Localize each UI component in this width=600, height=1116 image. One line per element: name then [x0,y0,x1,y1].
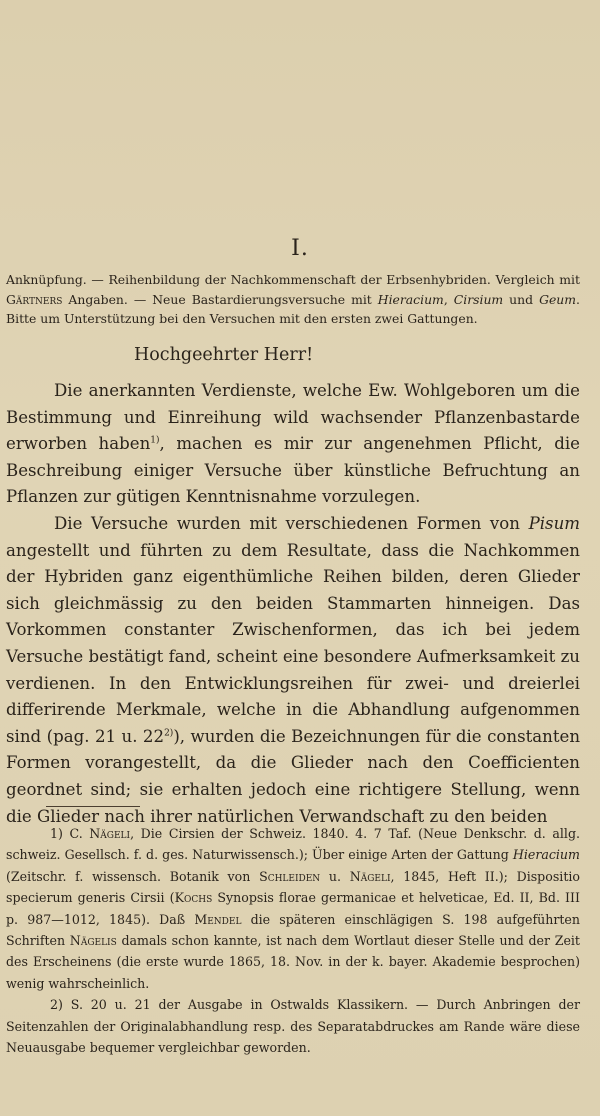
footnote-1-name-mendel: Mendel [194,911,242,927]
footnote-1-name-naegeli: Nägeli [89,826,131,841]
footnote-1-text-c: (Zeitschr. f. wissensch. Botanik von [6,868,260,884]
footnotes [6,823,580,1058]
summary-genus-cirsium: Cirsium [453,291,504,307]
summary-und: und [503,291,540,307]
footnote-ref-2: 2) [164,728,174,739]
summary-name-gaertners: Gärtners [6,291,63,307]
footnote-ref-1: 1) [150,435,160,446]
summary-text-1: Anknüpfung. — Reihenbildung der Nachkommenschaft der Erbsenhybriden. Vergleich mit [6,272,580,287]
paragraph-2-text-c: ), wurden die Bezeichnungen für die constanten Formen vorangestellt, da die Glieder nach den Coefficienten geordnet sind; sie erhalten jedoch eine richtigere Stellung, wenn die Glieder nach ihrer natürlichen Verwandschaft zu den beiden [6,726,581,826]
footnote-1-text-b: , Die Cirsien der Schweiz. 1840. 4. 7 Taf. (Neue Denkschr. d. allg. schweiz. Gesellsch. f. d. ges. Naturwissensch.); Über einige Arten der Gattung [6,826,581,863]
footnote-1-text-e: , 1845, Heft II.); Dispositio specierum generis Cirsii ( [6,868,580,906]
footnote-1-name-kochs: Kochs [174,890,213,906]
summary-text-3: . Bitte um Unterstützung bei den Versuchen mit den ersten zwei Gattungen. [6,291,580,326]
summary-genus-geum: Geum [539,291,577,307]
footnote-1-name-schleiden: Schleiden [259,868,321,884]
footnote-1 [6,823,580,994]
chapter-summary [6,270,580,329]
footnote-1-name-naegeli-2: Nägeli [349,868,391,884]
summary-text-2: Angaben. — Neue Bastardierungsversuche mit [62,291,378,307]
footnote-1-text-a: 1) C. [50,826,90,841]
paragraph-1-rest: , machen es mir zur angenehmen Pflicht, die Beschreibung einiger Versuche über künstliche Befruchtung an Pflanzen zur gütigen Kenntnisnahme vorzulegen. [6,434,580,507]
footnote-1-name-naegelis: Nägelis [69,933,117,949]
summary-genus-hieracium: Hieracium [377,291,444,307]
letter-body [6,378,580,830]
paragraph-2-text-a: Die Versuche wurden mit verschiedenen Formen von [54,513,529,533]
footnote-1-text-f: Synopsis florae germanicae et helveticae, Ed. II, Bd. III p. 987—1012, 1845). Daß [6,890,580,927]
footnote-1-text-d: u. [320,868,350,884]
footnote-divider [46,806,140,807]
footnote-1-genus-hieracium: Hieracium [512,847,580,863]
paragraph-1 [6,378,580,511]
paragraph-1-text: Die anerkannten Verdienste, welche Ew. Wohlgeboren um die Bestimmung und Einreihung wild wachsender Pflanzenbastarde erworben haben [6,381,580,454]
genus-pisum: Pisum [528,513,580,533]
paragraph-2-text-b: angestellt und führten zu dem Resultate, dass die Nachkommen der Hybriden ganz eigenthümliche Reihen bilden, deren Glieder sich gleichmässig zu den beiden Stammarten hinneigen. Das Vorkommen constanter Zwischenformen, das ich bei jedem Versuche bestätigt fand, scheint eine besondere Aufmerksamkeit zu verdienen. In den Entwicklungsreihen für zwei- und dreierlei differirende Merkmale, welche in die Abhandlung aufgenommen sind (pag. 21 u. 22 [6,540,580,746]
paragraph-2 [6,511,580,830]
summary-comma: , [443,291,454,307]
footnote-1-text-g: die späteren einschlägigen S. 198 aufgeführten Schriften [6,911,580,949]
footnote-2: 2) S. 20 u. 21 der Ausgabe in Ostwalds Klassikern. — Durch Anbringen der Seitenzahlen der Originalabhandlung resp. des Separatabdruckes am Rande wäre diese Neuausgabe bequemer vergleichbar geworden. [6,997,580,1056]
letter-greeting: Hochgeehrter Herr! [134,345,314,365]
chapter-number: I. [291,236,309,261]
footnote-1-text-h: damals schon kannte, ist nach dem Wortlaut dieser Stelle und der Zeit des Erscheinens (die erste wurde 1865, 18. Nov. in der k. bayer. Akademie besprochen) wenig wahrscheinlich. [6,933,580,991]
